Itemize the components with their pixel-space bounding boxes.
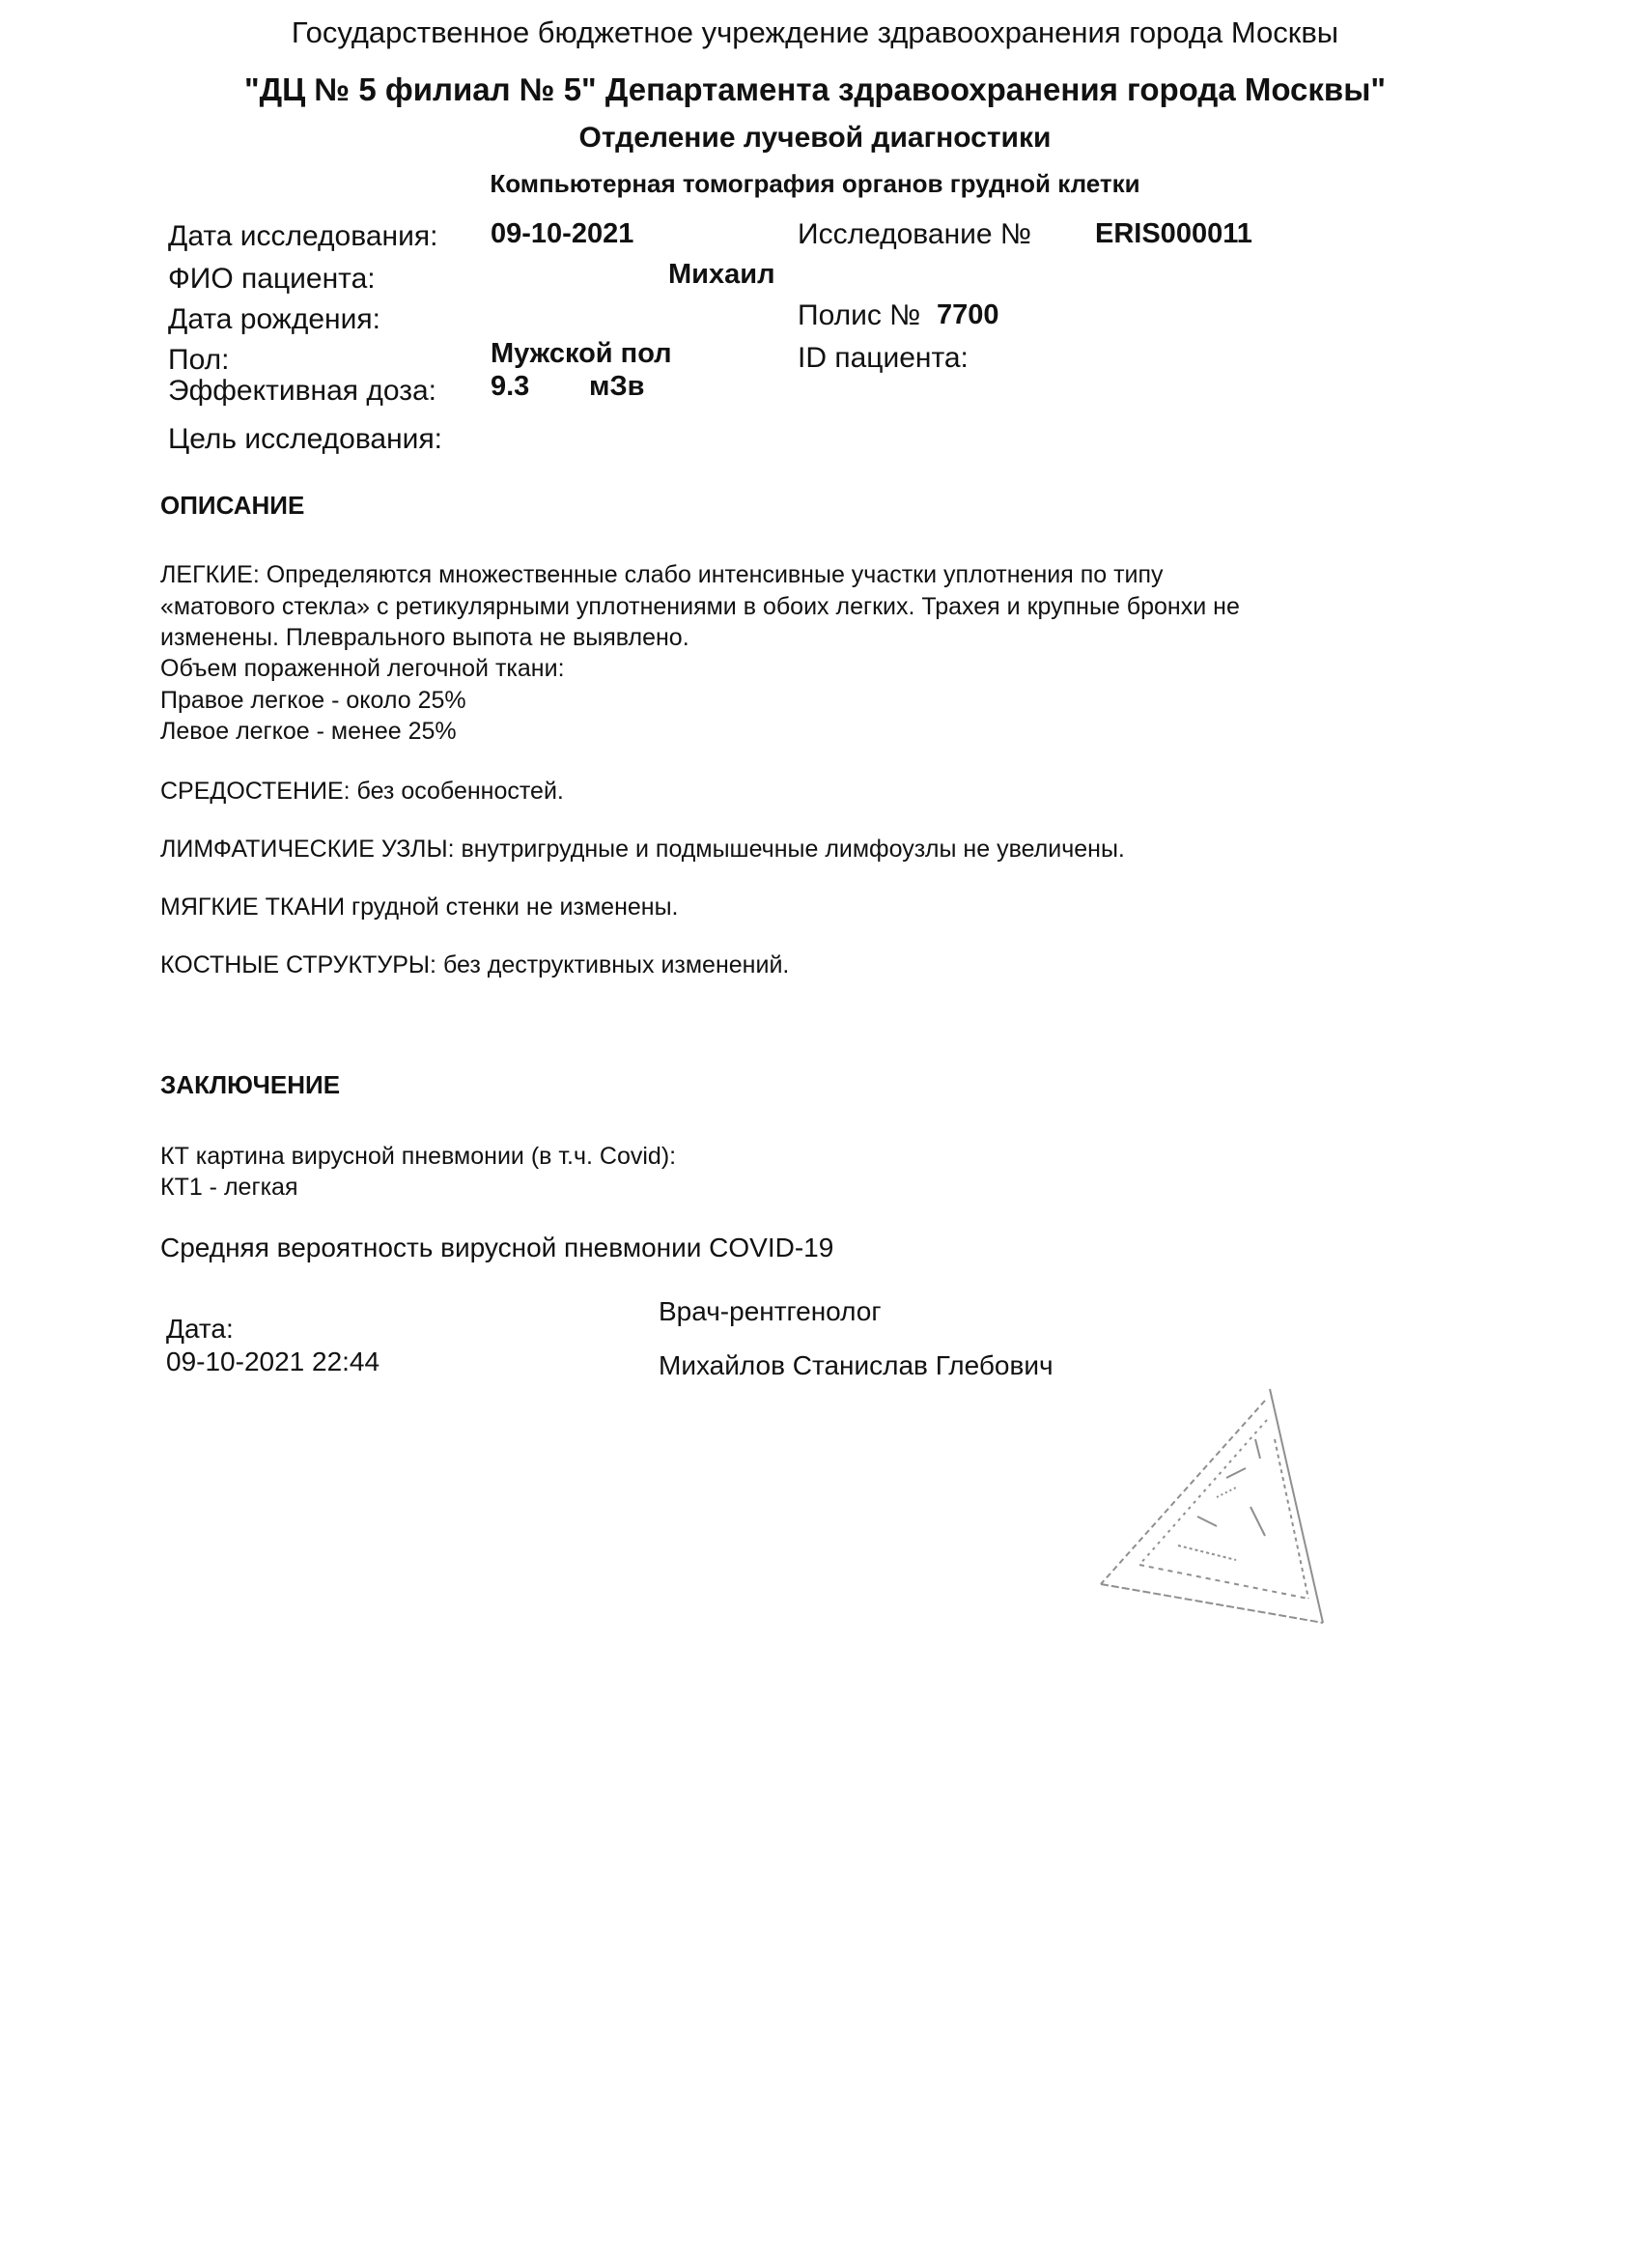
volume-line: Объем пораженной легочной ткани: [160, 655, 565, 682]
study-goal-label: Цель исследования: [168, 423, 443, 455]
dose-unit: мЗв [589, 371, 645, 402]
patient-name-value: Михаил [668, 259, 775, 290]
dose-value: 9.3 [491, 371, 530, 402]
soft-tissue-line: МЯГКИЕ ТКАНИ грудной стенки не изменены. [160, 893, 679, 921]
mediastinum-line: СРЕДОСТЕНИЕ: без особенностей. [160, 778, 564, 805]
lungs-line-1: ЛЕГКИЕ: Определяются множественные слабо интенсивные участки уплотнения по типу [160, 561, 1164, 588]
lungs-line-2: «матового стекла» с ретикулярными уплотнениями в обоих легких. Трахея и крупные бронхи не [160, 593, 1240, 620]
study-number-value: ERIS000011 [1095, 218, 1252, 249]
covid-probability: Средняя вероятность вирусной пневмонии COVID-19 [160, 1233, 834, 1262]
study-number-label: Исследование № [798, 218, 1032, 250]
lungs-line-3: изменены. Плеврального выпота не выявлено. [160, 624, 689, 651]
birth-date-label: Дата рождения: [168, 303, 380, 335]
description-title: ОПИСАНИЕ [160, 491, 305, 520]
sex-value: Мужской пол [491, 338, 672, 369]
branch-name: "ДЦ № 5 филиал № 5" Департамента здравоохранения города Москвы" [243, 71, 1387, 107]
right-lung-line: Правое легкое - около 25% [160, 687, 466, 714]
institution-name: Государственное бюджетное учреждение здравоохранения города Москвы [291, 15, 1339, 49]
patient-name-label: ФИО пациента: [168, 263, 376, 295]
conclusion-line-2: КТ1 - легкая [160, 1174, 298, 1201]
study-date-value: 09-10-2021 [491, 218, 634, 249]
conclusion-title: ЗАКЛЮЧЕНИЕ [160, 1070, 341, 1099]
department-name: Отделение лучевой диагностики [578, 122, 1052, 154]
doctor-title: Врач-рентгенолог [659, 1296, 882, 1326]
lymph-nodes-line: ЛИМФАТИЧЕСКИЕ УЗЛЫ: внутригрудные и подмышечные лимфоузлы не увеличены. [160, 836, 1125, 863]
conclusion-line-1: КТ картина вирусной пневмонии (в т.ч. Covid): [160, 1143, 677, 1170]
left-lung-line: Левое легкое - менее 25% [160, 718, 457, 745]
policy-label: Полис № [798, 299, 921, 331]
doctor-name: Михайлов Станислав Глебович [659, 1350, 1054, 1380]
sex-label: Пол: [168, 344, 230, 376]
report-date-value: 09-10-2021 22:44 [166, 1347, 380, 1376]
report-date-label: Дата: [166, 1314, 234, 1344]
dose-label: Эффективная доза: [168, 375, 436, 407]
study-type: Компьютерная томография органов грудной клетки [490, 169, 1140, 198]
policy-value: 7700 [937, 299, 999, 330]
study-date-label: Дата исследования: [168, 220, 438, 252]
patient-id-label: ID пациента: [798, 342, 969, 374]
institution-stamp [1082, 1381, 1371, 1637]
bone-line: КОСТНЫЕ СТРУКТУРЫ: без деструктивных изменений. [160, 951, 790, 978]
